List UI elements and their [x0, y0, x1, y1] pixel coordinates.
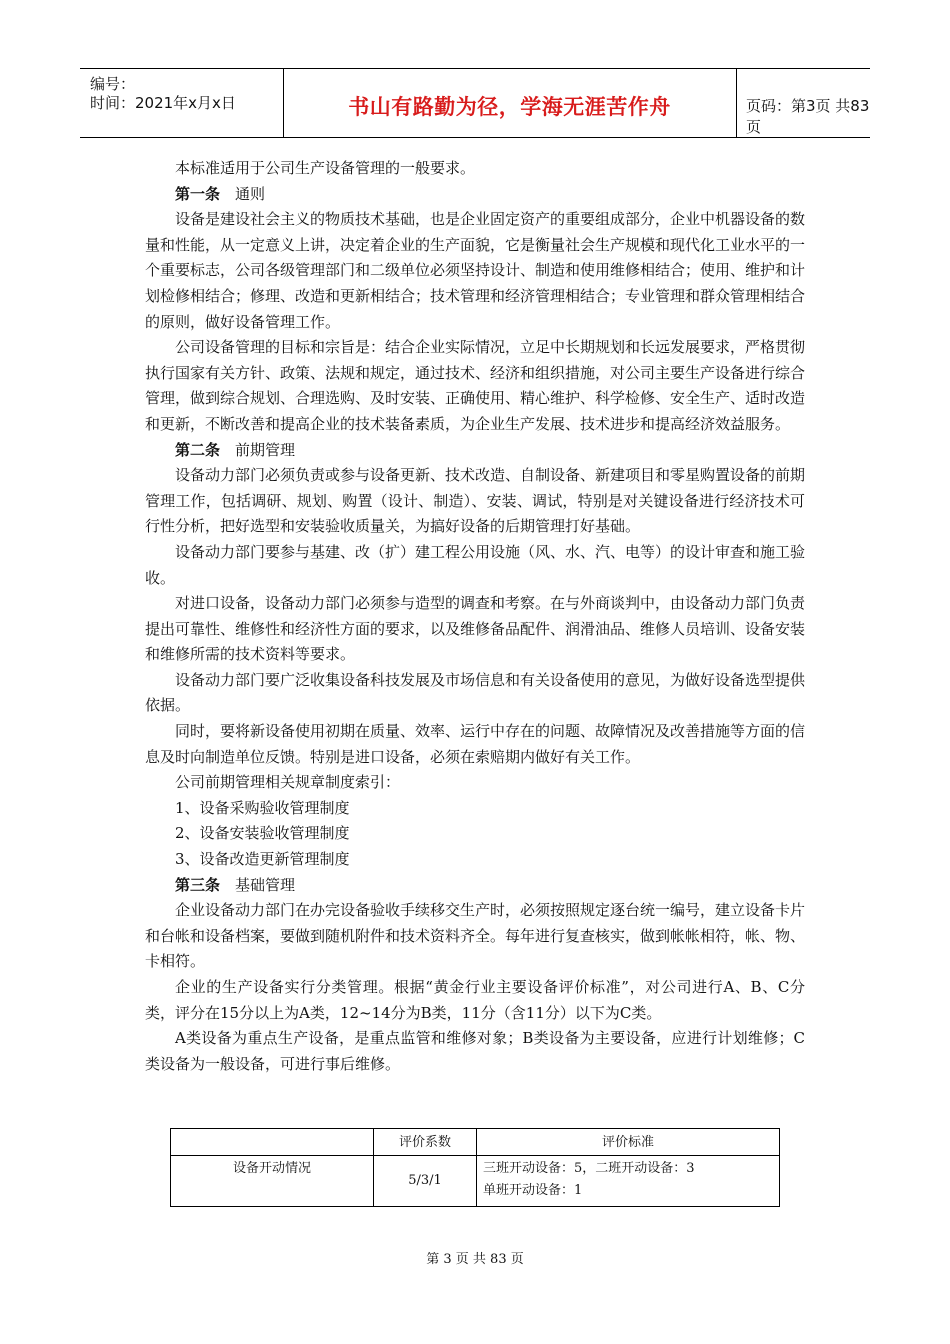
page-code: 页码：第3页 共83页	[746, 97, 870, 136]
section-3-paragraph-2: 企业的生产设备实行分类管理。根据“黄金行业主要设备评价标准”，对公司进行A、B、C分类，评分在15分以上为A类，12~14分为B类，11分（含11分）以下为C类。	[145, 978, 805, 1022]
motto-text: 书山有路勤为径，学海无涯苦作舟	[348, 95, 671, 119]
section-1-paragraph-1: 设备是建设社会主义的物质技术基础，也是企业固定资产的重要组成部分，企业中机器设备的数量和性能，从一定意义上讲，决定着企业的生产面貌，它是衡量社会生产规模和现代化工业水平的一个重要标志，公司各级管理部门和二级单位必须坚持设计、制造和使用维修相结合；使用、维护和计划检修相结合；修理、改造和更新相结合；技术管理和经济管理相结合；专业管理和群众管理相结合的原则，做好设备管理工作。	[145, 210, 806, 331]
section-2-number: 第二条	[175, 440, 221, 459]
section-2-paragraph-1: 设备动力部门必须负责或参与设备更新、技术改造、自制设备、新建项目和零星购置设备的前期管理工作，包括调研、规划、购置（设计、制造）、安装、调试，特别是对关键设备进行经济技术可行性分析，把好选型和安装验收质量关，为搞好设备的后期管理打好基础。	[145, 466, 806, 536]
section-3-paragraph-1: 企业设备动力部门在办完设备验收手续移交生产时，必须按照规定逐台统一编号，建立设备卡片和台帐和设备档案，要做到随机附件和技术资料齐全。每年进行复查核实，做到帐帐相符，帐、物、卡相符。	[145, 901, 806, 971]
section-2-paragraph-3: 对进口设备，设备动力部门必须参与造型的调查和考察。在与外商谈判中，由设备动力部门负责提出可靠性、维修性和经济性方面的要求，以及维修备品配件、润滑油品、维修人员培训、设备安装和维修所需的技术资料等要求。	[145, 594, 806, 664]
section-1-heading	[145, 182, 805, 208]
header-meta-cell	[80, 69, 284, 137]
section-3-heading	[145, 873, 805, 899]
section-1-paragraph-2: 公司设备管理的目标和宗旨是：结合企业实际情况，立足中长期规划和长远发展要求，严格贯彻执行国家有关方针、政策、法规和规定，通过技术、经济和组织措施，对公司主要生产设备进行综合管理，做到综合规划、合理选购、及时安装、正确使用、精心维护、科学检修、安全生产、适时改造和更新，不断改善和提高企业的技术装备素质，为企业生产发展、技术进步和提高经济效益服务。	[145, 338, 806, 433]
table-cell-item: 设备开动情况	[171, 1156, 374, 1207]
section-2-paragraph-2: 设备动力部门要参与基建、改（扩）建工程公用设施（风、水、汽、电等）的设计审查和施工验收。	[145, 542, 806, 587]
document-body	[145, 156, 805, 1077]
section-2-paragraph-5: 同时，要将新设备使用初期在质量、效率、运行中存在的问题、故障情况及改善措施等方面的信息及时向制造单位反馈。特别是进口设备，必须在索赔期内做好有关工作。	[145, 722, 806, 766]
standard-line: 单班开动设备：1	[483, 1183, 583, 1198]
list-item: 2、设备安装验收管理制度	[175, 824, 350, 843]
section-3-title: 基础管理	[235, 875, 296, 894]
section-1-title: 通则	[235, 184, 266, 203]
section-1-number: 第一条	[175, 184, 221, 203]
table-cell-coef: 5/3/1	[374, 1156, 477, 1207]
page-header	[80, 68, 870, 138]
section-3-number: 第三条	[175, 875, 221, 894]
table-header-cell	[171, 1129, 374, 1156]
section-3-paragraph-3: A类设备为重点生产设备，是重点监管和维修对象；B类设备为主要设备，应进行计划维修；C类设备为一般设备，可进行事后维修。	[145, 1029, 805, 1073]
section-2-paragraph-4: 设备动力部门要广泛收集设备科技发展及市场信息和有关设备使用的意见，为做好设备选型提供依据。	[145, 670, 806, 715]
section-2-paragraph-6: 公司前期管理相关规章制度索引：	[175, 773, 401, 792]
list-item: 3、设备改造更新管理制度	[175, 850, 350, 869]
standard-line: 三班开动设备：5，二班开动设备：3	[483, 1161, 695, 1176]
table-header-cell: 评价系数	[374, 1129, 477, 1156]
table-header-row	[171, 1129, 780, 1156]
table-header-cell: 评价标准	[477, 1129, 780, 1156]
section-2-heading	[145, 438, 805, 464]
list-item: 1、设备采购验收管理制度	[175, 798, 350, 817]
page-footer: 第 3 页 共 83 页	[426, 1252, 524, 1267]
header-motto-cell	[283, 69, 737, 137]
intro-paragraph: 本标准适用于公司生产设备管理的一般要求。	[175, 159, 476, 177]
number-label: 编号：	[90, 75, 136, 93]
evaluation-table	[170, 1128, 780, 1207]
section-2-title: 前期管理	[235, 440, 296, 459]
table-cell-standard	[477, 1156, 780, 1207]
table-row	[171, 1156, 780, 1207]
date-label: 时间：2021年x月x日	[90, 94, 236, 112]
header-page-cell	[736, 69, 870, 137]
